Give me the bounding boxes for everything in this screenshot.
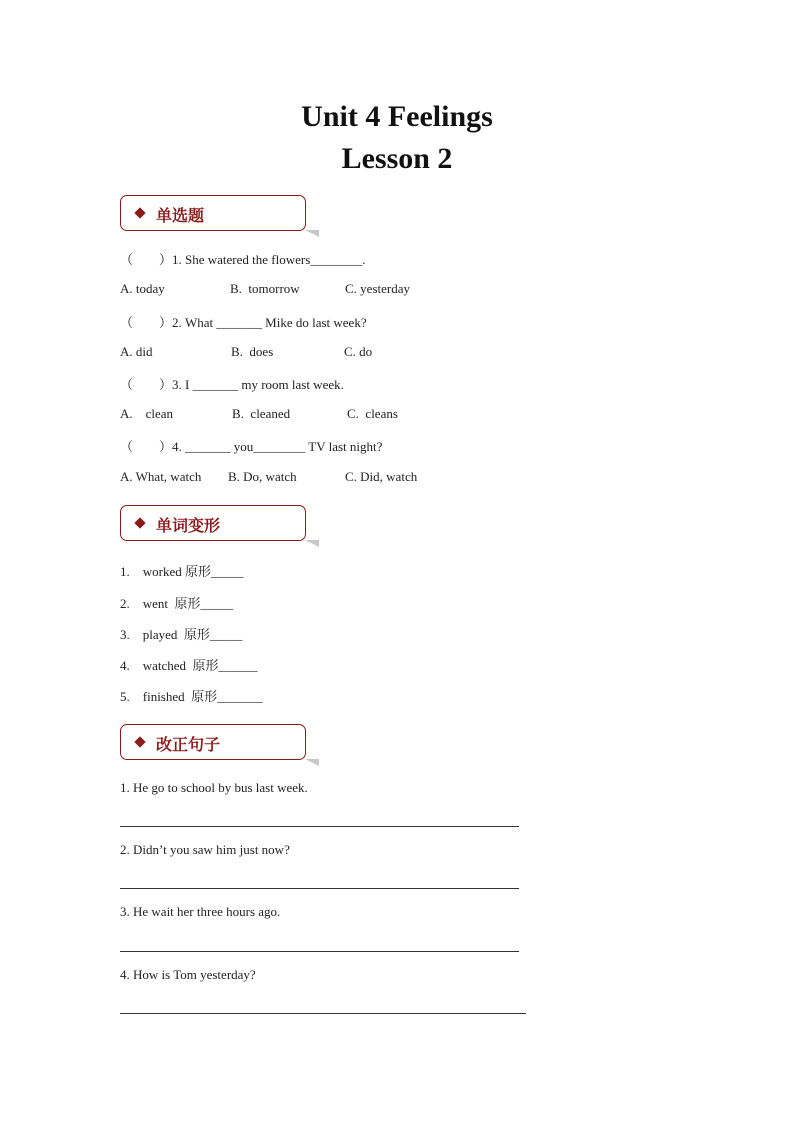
mc-option-2a: A. did xyxy=(120,344,153,359)
word-item-2: 2. went 原形_____ xyxy=(120,596,234,611)
page-subtitle: Lesson 2 xyxy=(341,142,453,175)
mc-option-4c: C. Did, watch xyxy=(345,469,418,484)
mc-option-3a: A. clean xyxy=(120,406,174,421)
mc-option-3b: B. cleaned xyxy=(232,406,291,421)
diamond-icon xyxy=(134,736,145,747)
mc-option-2b: B. does xyxy=(231,344,274,359)
word-item-5: 5. finished 原形_______ xyxy=(120,689,263,704)
mc-question-2: （ ）2. What _______ Mike do last week? xyxy=(120,315,367,330)
word-item-1: 1. worked 原形_____ xyxy=(120,564,244,579)
corner-shadow xyxy=(305,540,319,547)
answer-line-3 xyxy=(120,951,519,952)
mc-question-4: （ ）4. _______ you________ TV last night? xyxy=(120,439,383,454)
section-header-word-forms xyxy=(120,505,306,541)
section-header-correct-sentences xyxy=(120,724,306,760)
mc-option-1a: A. today xyxy=(120,281,165,296)
corner-shadow xyxy=(305,230,319,237)
answer-line-4 xyxy=(120,1013,526,1014)
corner-shadow xyxy=(305,759,319,766)
mc-option-3c: C. cleans xyxy=(347,406,398,421)
page-title: Unit 4 Feelings xyxy=(301,100,493,133)
word-item-4: 4. watched 原形______ xyxy=(120,658,258,673)
mc-option-4b: B. Do, watch xyxy=(228,469,297,484)
section-header-multiple-choice xyxy=(120,195,306,231)
mc-option-4a: A. What, watch xyxy=(120,469,202,484)
answer-line-2 xyxy=(120,888,519,889)
correction-item-4: 4. How is Tom yesterday? xyxy=(120,967,256,982)
mc-option-2c: C. do xyxy=(344,344,373,359)
correction-item-3: 3. He wait her three hours ago. xyxy=(120,904,281,919)
word-item-3: 3. played 原形_____ xyxy=(120,627,243,642)
diamond-icon xyxy=(134,517,145,528)
correction-item-2: 2. Didn’t you saw him just now? xyxy=(120,842,290,857)
section-label: 单选题 xyxy=(156,206,205,225)
correction-item-1: 1. He go to school by bus last week. xyxy=(120,780,308,795)
section-label: 改正句子 xyxy=(156,735,221,754)
answer-line-1 xyxy=(120,826,519,827)
diamond-icon xyxy=(134,207,145,218)
mc-question-1: （ ）1. She watered the flowers________. xyxy=(120,252,366,267)
mc-question-3: （ ）3. I _______ my room last week. xyxy=(120,377,344,392)
section-label: 单词变形 xyxy=(156,516,221,535)
mc-option-1c: C. yesterday xyxy=(345,281,410,296)
mc-option-1b: B. tomorrow xyxy=(230,281,300,296)
